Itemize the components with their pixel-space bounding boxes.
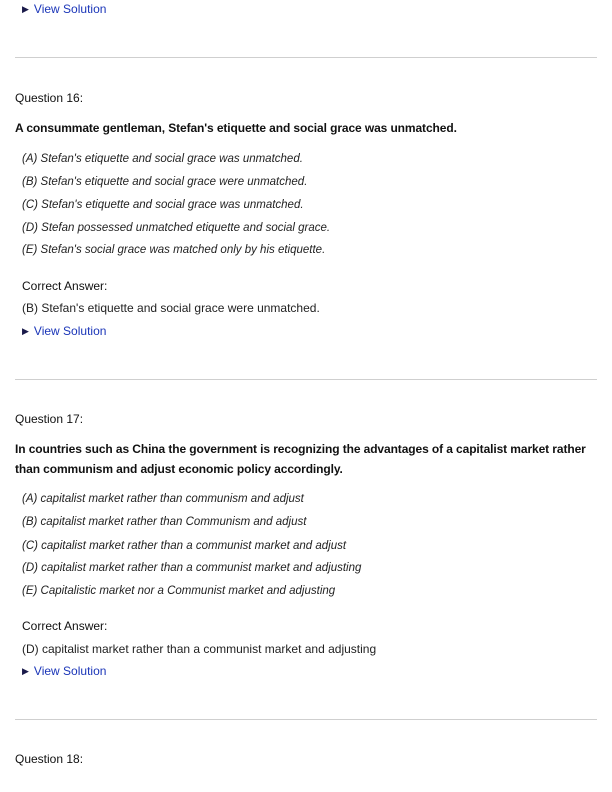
- correct-answer-value: (B) Stefan's etiquette and social grace were unmatched.: [22, 301, 320, 315]
- view-solution-link[interactable]: ▶ View Solution: [22, 664, 107, 678]
- answer-option: (B) capitalist market rather than Communism and adjust: [22, 516, 307, 528]
- question-prompt: A consummate gentleman, Stefan's etiquette and social grace was unmatched.: [15, 121, 457, 135]
- answer-option: (A) Stefan's etiquette and social grace was unmatched.: [22, 153, 303, 165]
- view-solution-link[interactable]: ▶ View Solution: [22, 324, 107, 338]
- divider: [15, 57, 597, 58]
- answer-option: (A) capitalist market rather than communism and adjust: [22, 493, 304, 505]
- correct-answer-label: Correct Answer:: [22, 619, 108, 633]
- answer-option: (E) Capitalistic market nor a Communist market and adjusting: [22, 585, 336, 597]
- expand-triangle-icon: ▶: [22, 4, 29, 14]
- correct-answer-value: (D) capitalist market rather than a communist market and adjusting: [22, 642, 377, 656]
- divider: [15, 719, 597, 720]
- answer-option: (D) Stefan possessed unmatched etiquette and social grace.: [22, 222, 331, 234]
- answer-option: (C) capitalist market rather than a communist market and adjust: [22, 540, 347, 552]
- question-prompt: In countries such as China the government is recognizing the advantages of a capitalist market rather than communism and adjust economic policy accordingly.: [15, 442, 586, 476]
- question-title: Question 16:: [15, 91, 84, 105]
- view-solution-link[interactable]: ▶ View Solution: [22, 2, 107, 16]
- answer-option: (D) capitalist market rather than a communist market and adjusting: [22, 562, 362, 574]
- divider: [15, 379, 597, 380]
- expand-triangle-icon: ▶: [22, 326, 29, 336]
- expand-triangle-icon: ▶: [22, 666, 29, 676]
- question-title: Question 18:: [15, 752, 84, 766]
- answer-option: (E) Stefan's social grace was matched only by his etiquette.: [22, 244, 326, 256]
- answer-option: (C) Stefan's etiquette and social grace was unmatched.: [22, 199, 304, 211]
- answer-option: (B) Stefan's etiquette and social grace were unmatched.: [22, 176, 308, 188]
- question-title: Question 17:: [15, 412, 84, 426]
- correct-answer-label: Correct Answer:: [22, 279, 108, 293]
